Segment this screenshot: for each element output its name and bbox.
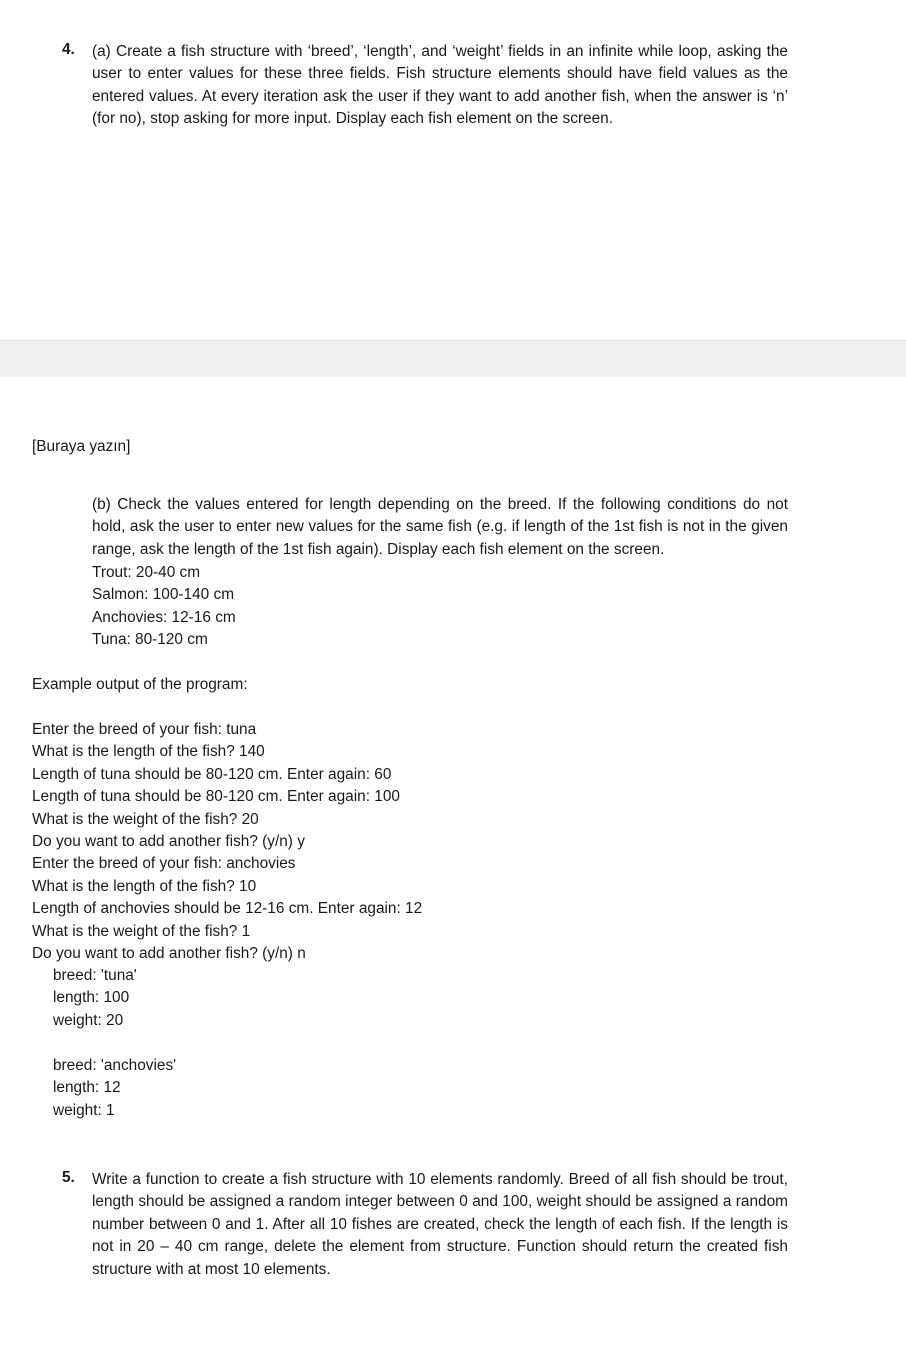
range-tuna: Tuna: 80-120 cm [92,631,208,649]
session-line: What is the weight of the fish? 1 [32,922,251,940]
session-line: Enter the breed of your fish: tuna [32,721,257,738]
example-session [32,719,422,965]
question-5-number: 5. [62,1169,75,1186]
session-line: Do you want to add another fish? (y/n) n [32,945,306,963]
fish-1-breed: breed: 'tuna' [53,967,137,984]
fish-1-length: length: 100 [53,989,130,1007]
question-4-part-b-text: (b) Check the values entered for length depending on the breed. If the following conditions do not hold, ask the user to enter new values for the same fish (e.g. if length of the 1st fish is not in the given range, ask the length of the 1st fish again). Display each fish element on the screen. [92,496,788,558]
session-line: What is the length of the fish? 140 [32,743,265,761]
fish-2-breed: breed: 'anchovies' [53,1057,177,1074]
question-4-number: 4. [62,41,75,58]
session-line: Enter the breed of your fish: anchovies [32,855,296,873]
fish-output-1 [53,965,137,1032]
document-page-top [0,0,906,340]
fish-output-2 [53,1055,176,1122]
session-line: Length of tuna should be 80-120 cm. Enter again: 100 [32,788,400,806]
session-line: Do you want to add another fish? (y/n) y [32,833,305,851]
session-line: Length of tuna should be 80-120 cm. Enter again: 60 [32,765,392,783]
example-heading: Example output of the program: [32,676,248,693]
range-anchovies: Anchovies: 12-16 cm [92,608,236,626]
header-placeholder[interactable]: [Buraya yazın] [32,438,131,455]
document-page-bottom [0,377,906,1349]
range-trout: Trout: 20-40 cm [92,564,201,581]
session-line: Length of anchovies should be 12-16 cm. Enter again: 12 [32,900,423,918]
fish-2-weight: weight: 1 [53,1101,115,1119]
session-line: What is the length of the fish? 10 [32,877,257,895]
fish-1-weight: weight: 20 [53,1011,124,1029]
question-4-part-a-text: (a) Create a fish structure with ‘breed’, ‘length’, and ‘weight’ fields in an infinite while loop, asking the user to enter values for these three fields. Fish structure elements should have field values as the entered values. At every iteration ask the user if they want to add another fish, when the answer is ‘n’ (for no), stop asking for more input. Display each fish element on the screen. [92,43,788,128]
page-separator [0,340,906,378]
question-5-text: Write a function to create a fish structure with 10 elements randomly. Breed of all fish should be trout, length should be assigned a random integer between 0 and 100, weight should be assigned a random number between 0 and 1. After all 10 fishes are created, check the length of each fish. If the length is not in 20 – 40 cm range, delete the element from structure. Function should return the created fish structure with at most 10 elements. [92,1171,788,1278]
range-salmon: Salmon: 100-140 cm [92,586,235,604]
session-line: What is the weight of the fish? 20 [32,810,259,828]
fish-2-length: length: 12 [53,1079,121,1097]
length-ranges-list [92,562,236,652]
